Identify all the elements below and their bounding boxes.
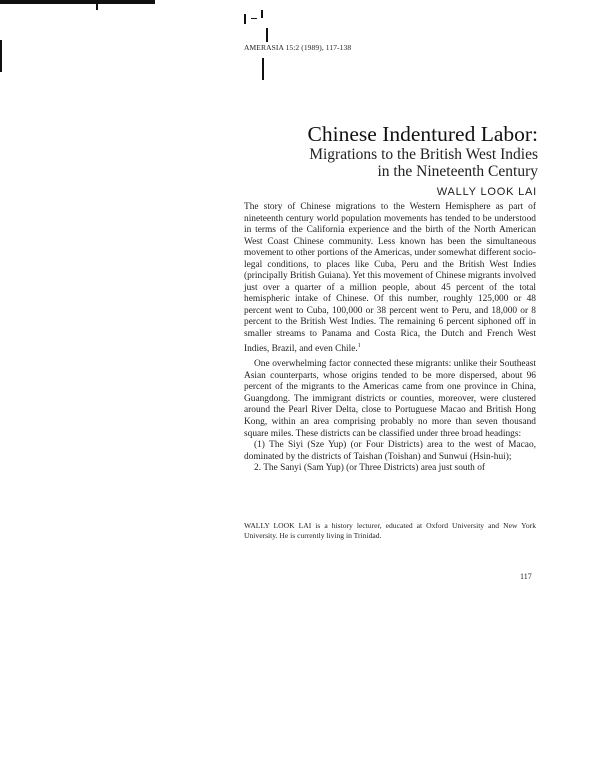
article-title-block <box>308 122 538 180</box>
scan-mark-mid <box>96 0 98 10</box>
article-title: Chinese Indentured Labor: <box>307 122 538 146</box>
body-paragraph-1-text: The story of Chinese migrations to the Western Hemisphere as part of nineteenth century world population movements has tended to be understood in terms of the California experience and the birth of the North American West Coast Chinese community. Less known has been the simultaneous movement to other portions of the Americas, under somewhat different socio-legal conditions, to places like Cuba, Peru and the British West Indies (principally British Guiana). Yet this movement of Chinese migrants involved just over a quarter of a million people, about 45 percent of the total hemispheric intake of Chinese. Of this number, roughly 125,000 or 48 percent went to Cuba, 100,000 or 38 percent went to Peru, and 18,000 or 8 percent to the British West Indies. The remaining 6 percent siphoned off in smaller streams to Panama and Costa Rica, the Dutch and French West Indies, Brazil, and even Chile. <box>244 202 536 354</box>
article-body <box>244 202 536 475</box>
scan-mark-stamp-5 <box>266 28 268 42</box>
article-subtitle-line-2: in the Nineteenth Century <box>377 163 538 180</box>
author-footnote: WALLY LOOK LAI is a history lecturer, educated at Oxford University and New York University. He is currently living in Trinidad. <box>244 521 536 540</box>
body-paragraph-1 <box>244 202 536 355</box>
scan-mark-stamp-2 <box>261 10 263 18</box>
page-number: 117 <box>520 572 532 581</box>
body-list-item-1: (1) The Siyi (Sze Yup) (or Four Districts) area to the west of Macao, dominated by the districts of Taishan (Toishan) and Sunwui (Hsin-hui); <box>244 440 536 462</box>
article-subtitle-line-1: Migrations to the British West Indies <box>309 146 538 163</box>
scan-mark-top <box>0 0 155 4</box>
body-paragraph-2: One overwhelming factor connected these migrants: unlike their Southeast Asian counterparts, whose origins tended to be more dispersed, about 96 percent of the migrants to the Americas came from one province in China, Guangdong. The immigrant districts or counties, moreover, were clustered around the Pearl River Delta, close to Portuguese Macao and British Hong Kong, within an area comprising probably no more than seven thousand square miles. These districts can be classified under three broad headings: <box>244 359 536 439</box>
scan-mark-left <box>0 40 2 72</box>
body-list-item-2: 2. The Sanyi (Sam Yup) (or Three Districts) area just south of <box>254 463 486 474</box>
author-name: WALLY LOOK LAI <box>436 186 537 198</box>
journal-citation: AMERASIA 15:2 (1989), 117-138 <box>244 43 352 52</box>
scan-mark-stamp-3 <box>251 18 257 19</box>
scan-mark-stamp-1 <box>244 14 246 24</box>
footnote-ref-1: 1 <box>357 342 361 349</box>
scan-mark-stamp-4 <box>262 58 264 80</box>
